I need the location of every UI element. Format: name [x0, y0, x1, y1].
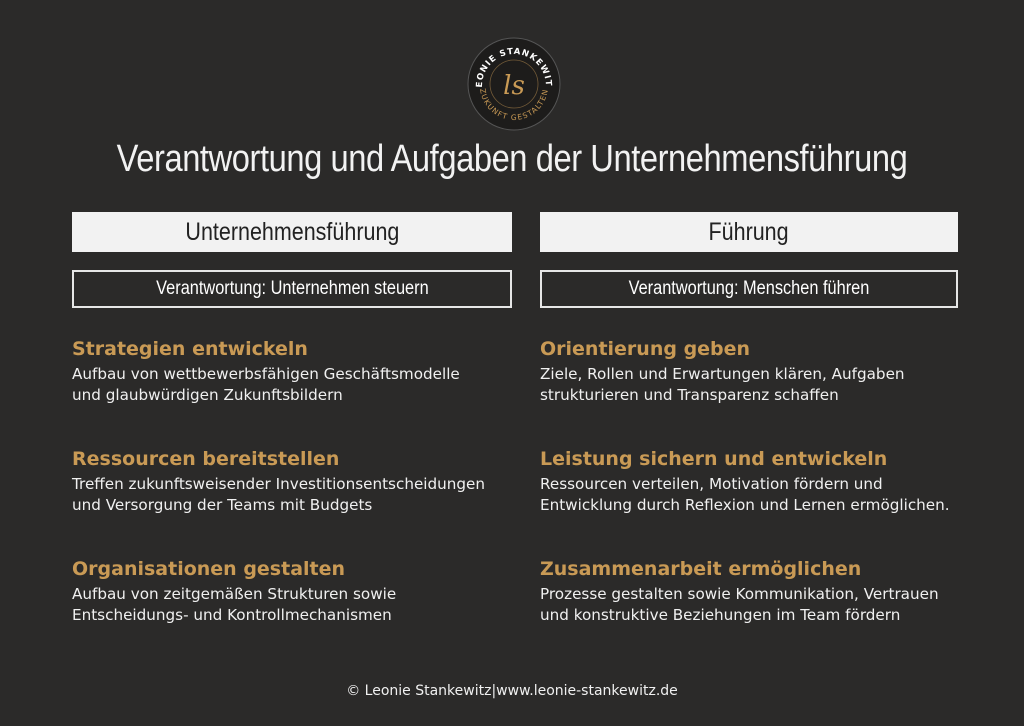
task-description: Ziele, Rollen und Erwartungen klären, Aufgaben strukturieren und Transparenz schaffen	[540, 365, 905, 404]
column-header: Führung	[540, 212, 958, 252]
task-item	[540, 558, 1010, 626]
footer-credit: © Leonie Stankewitz|www.leonie-stankewitz.de	[346, 683, 678, 699]
task-description: Ressourcen verteilen, Motivation fördern und Entwicklung durch Reflexion und Lernen ermöglichen.	[540, 475, 950, 514]
task-heading: Strategien entwickeln	[72, 338, 308, 360]
task-description: Treffen zukunftsweisender Investitionsentscheidungen und Versorgung der Teams mit Budgets	[72, 475, 486, 514]
task-heading: Organisationen gestalten	[72, 558, 346, 580]
logo-monogram: ls	[503, 71, 525, 101]
logo-top-text: EONIE STANKEWIT	[474, 46, 554, 88]
task-item	[72, 338, 542, 406]
task-item	[540, 338, 1010, 406]
task-item	[72, 448, 542, 516]
column-unternehmensfuehrung	[72, 212, 512, 624]
column-fuehrung	[540, 212, 958, 624]
responsibility-box: Verantwortung: Unternehmen steuern	[72, 270, 512, 308]
task-heading: Orientierung geben	[540, 338, 751, 360]
task-item	[540, 448, 1010, 516]
task-description: Aufbau von zeitgemäßen Strukturen sowie Entscheidungs- und Kontrollmechanismen	[72, 585, 397, 624]
logo-seal	[466, 36, 562, 132]
task-description: Prozesse gestalten sowie Kommunikation, Vertrauen und konstruktive Beziehungen im Team fördern	[540, 585, 939, 624]
task-heading: Leistung sichern und entwickeln	[540, 448, 888, 470]
column-header: Unternehmensführung	[72, 212, 512, 252]
task-heading: Zusammenarbeit ermöglichen	[540, 558, 862, 580]
task-description: Aufbau von wettbewerbsfähigen Geschäftsmodelle und glaubwürdigen Zukunftsbildern	[72, 365, 460, 404]
task-heading: Ressourcen bereitstellen	[72, 448, 340, 470]
page-title: Verantwortung und Aufgaben der Unternehmensführung	[116, 138, 908, 180]
task-item	[72, 558, 542, 626]
logo-bottom-text: ZUKUNFT GESTALTEN	[478, 87, 551, 123]
responsibility-box: Verantwortung: Menschen führen	[540, 270, 958, 308]
